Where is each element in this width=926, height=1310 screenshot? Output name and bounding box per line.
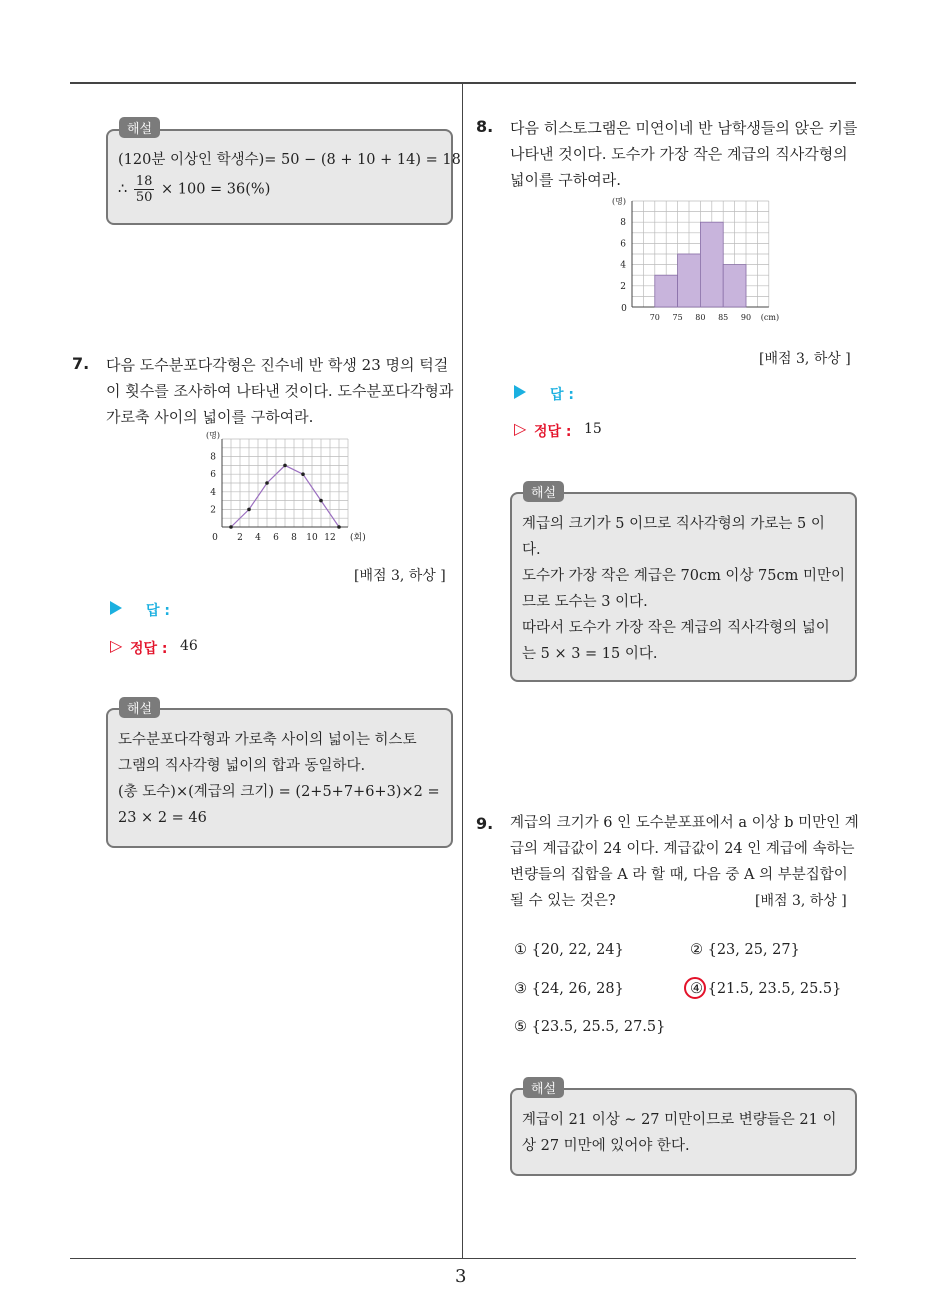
score-info: [배점 3, 하상 ]	[755, 893, 847, 909]
explanation-line: (총 도수)×(계급의 크기) = (2+5+7+6+3)×2 =	[118, 784, 440, 800]
explanation-line: 는 5 × 3 = 15 이다.	[522, 646, 658, 662]
origin-label: 0	[621, 304, 627, 314]
play-icon	[514, 385, 526, 399]
question-line: 가로축 사이의 넓이를 구하여라.	[106, 408, 314, 426]
play-icon	[110, 601, 122, 615]
question-line: 될 수 있는 것은?	[510, 893, 616, 909]
explanation-line: 므로 도수는 3 이다.	[522, 594, 648, 610]
x-tick-label: 0	[212, 533, 218, 543]
data-point	[319, 499, 323, 503]
y-tick-label: 4	[210, 487, 216, 498]
answer-label: 답 :	[550, 387, 574, 403]
bottom-rule	[70, 1258, 856, 1259]
answer-row	[514, 384, 634, 404]
question-line: 나타낸 것이다. 도수가 가장 작은 계급의 직사각형의	[510, 145, 848, 163]
page-number: 3	[455, 1266, 467, 1287]
question-line: 넓이를 구하여라.	[510, 171, 621, 189]
y-tick-label: 2	[210, 505, 216, 516]
explanation-tag: 해설	[523, 481, 564, 502]
question-number-9: 9.	[476, 814, 494, 833]
explanation-text	[522, 1107, 836, 1159]
x-tick-label: 8	[291, 533, 297, 543]
x-tick-label: 90	[740, 313, 752, 322]
explanation-line: 따라서 도수가 가장 작은 계급의 직사각형의 넓이	[522, 620, 830, 636]
explanation-line: 23 × 2 = 46	[118, 810, 207, 826]
histogram-bar	[700, 222, 723, 307]
therefore-symbol: ∴	[118, 181, 128, 198]
question-number-8: 8.	[476, 117, 494, 136]
histogram-bar	[678, 254, 701, 307]
explanation-tag: 해설	[119, 697, 160, 718]
x-tick-label: 6	[273, 533, 279, 543]
histogram-bar	[723, 265, 746, 307]
x-tick-label: 4	[255, 533, 261, 543]
question-line: 변량들의 집합을 A 라 할 때, 다음 중 A 의 부분집합이	[510, 867, 848, 883]
explanation-text	[118, 727, 440, 831]
question-line: 계급의 크기가 6 인 도수분포표에서 a 이상 b 미만인 계	[510, 815, 859, 831]
question-line: 이 횟수를 조사하여 나타낸 것이다. 도수분포다각형과	[106, 382, 454, 400]
explanation-line: 다.	[522, 542, 541, 558]
data-point	[247, 508, 251, 512]
question-number-7: 7.	[72, 354, 90, 373]
column-divider	[462, 84, 463, 1258]
correct-answer-value: 46	[180, 638, 198, 654]
question-line: 급의 계급값이 24 이다. 계급값이 24 인 계급에 속하는	[510, 841, 855, 857]
explanation-line: 도수분포다각형과 가로축 사이의 넓이는 히스토	[118, 732, 417, 748]
y-tick-label: 2	[620, 281, 626, 292]
y-tick-label: 4	[620, 260, 626, 271]
data-point	[301, 472, 305, 476]
x-tick-label: 2	[237, 533, 243, 543]
question-line: 다음 히스토그램은 미연이네 반 남학생들의 앉은 키를	[510, 119, 858, 137]
histogram-chart	[605, 194, 780, 328]
question-7-text	[106, 352, 456, 430]
correct-answer-label: 정답 :	[534, 424, 572, 440]
explanation-tag: 해설	[523, 1077, 564, 1098]
y-unit-label: (명)	[612, 197, 626, 206]
answer-row	[110, 600, 230, 620]
x-tick-label: 10	[306, 533, 318, 543]
explanation-line	[118, 174, 270, 205]
correct-answer-value: 15	[584, 421, 602, 437]
explanation-tag: 해설	[119, 117, 160, 138]
explanation-text	[522, 511, 845, 667]
option-2[interactable]: ② {23, 25, 27}	[690, 942, 800, 958]
explanation-line: 도수가 가장 작은 계급은 70cm 이상 75cm 미만이	[522, 568, 846, 584]
option-4[interactable]: ④ {21.5, 23.5, 25.5}	[690, 981, 842, 997]
histogram-bar	[655, 275, 678, 307]
frequency-polygon-chart	[195, 430, 365, 546]
y-tick-label: 8	[210, 452, 216, 463]
hollow-play-icon: ▷	[110, 636, 123, 655]
x-tick-label: 75	[672, 313, 683, 322]
score-info: [배점 3, 하상 ]	[759, 351, 851, 367]
y-tick-label: 6	[210, 470, 216, 481]
option-1[interactable]: ① {20, 22, 24}	[514, 942, 624, 958]
correct-answer-label: 정답 :	[130, 641, 168, 657]
data-point	[265, 481, 269, 485]
correct-answer-row	[514, 420, 654, 440]
data-point	[229, 525, 233, 529]
y-tick-label: 8	[620, 218, 626, 229]
x-tick-label: 12	[324, 533, 336, 543]
question-line: 다음 도수분포다각형은 진수네 반 학생 23 명의 턱걸	[106, 356, 449, 374]
option-5[interactable]: ⑤ {23.5, 25.5, 27.5}	[514, 1019, 666, 1035]
data-point	[337, 525, 341, 529]
explanation-line: 계급이 21 이상 ∼ 27 미만이므로 변량들은 21 이	[522, 1112, 837, 1128]
explanation-line: 계급의 크기가 5 이므로 직사각형의 가로는 5 이	[522, 516, 825, 532]
y-unit-label: (명)	[206, 431, 220, 440]
correct-answer-row	[110, 637, 250, 657]
x-unit-label: (cm)	[760, 313, 780, 322]
explanation-line-rest: × 100 = 36(%)	[161, 181, 271, 198]
fraction: $\frac{18}{50}$	[135, 174, 153, 205]
explanation-line: 상 27 미만에 있어야 한다.	[522, 1138, 690, 1154]
option-3[interactable]: ③ {24, 26, 28}	[514, 981, 624, 997]
x-unit-label: (회)	[350, 533, 366, 543]
hollow-play-icon: ▷	[514, 419, 527, 438]
y-tick-label: 6	[620, 239, 626, 250]
explanation-line: (120분 이상인 학생수)= 50 − (8 + 10 + 14) = 18	[118, 152, 461, 168]
data-point	[283, 464, 287, 468]
answer-label: 답 :	[146, 603, 170, 619]
question-8-text	[510, 115, 860, 193]
score-info: [배점 3, 하상 ]	[354, 568, 446, 584]
explanation-line: 그램의 직사각형 넓이의 합과 동일하다.	[118, 758, 366, 774]
x-tick-label: 80	[695, 313, 706, 322]
top-rule	[70, 82, 856, 84]
x-tick-label: 85	[718, 313, 729, 322]
x-tick-label: 70	[649, 313, 660, 322]
